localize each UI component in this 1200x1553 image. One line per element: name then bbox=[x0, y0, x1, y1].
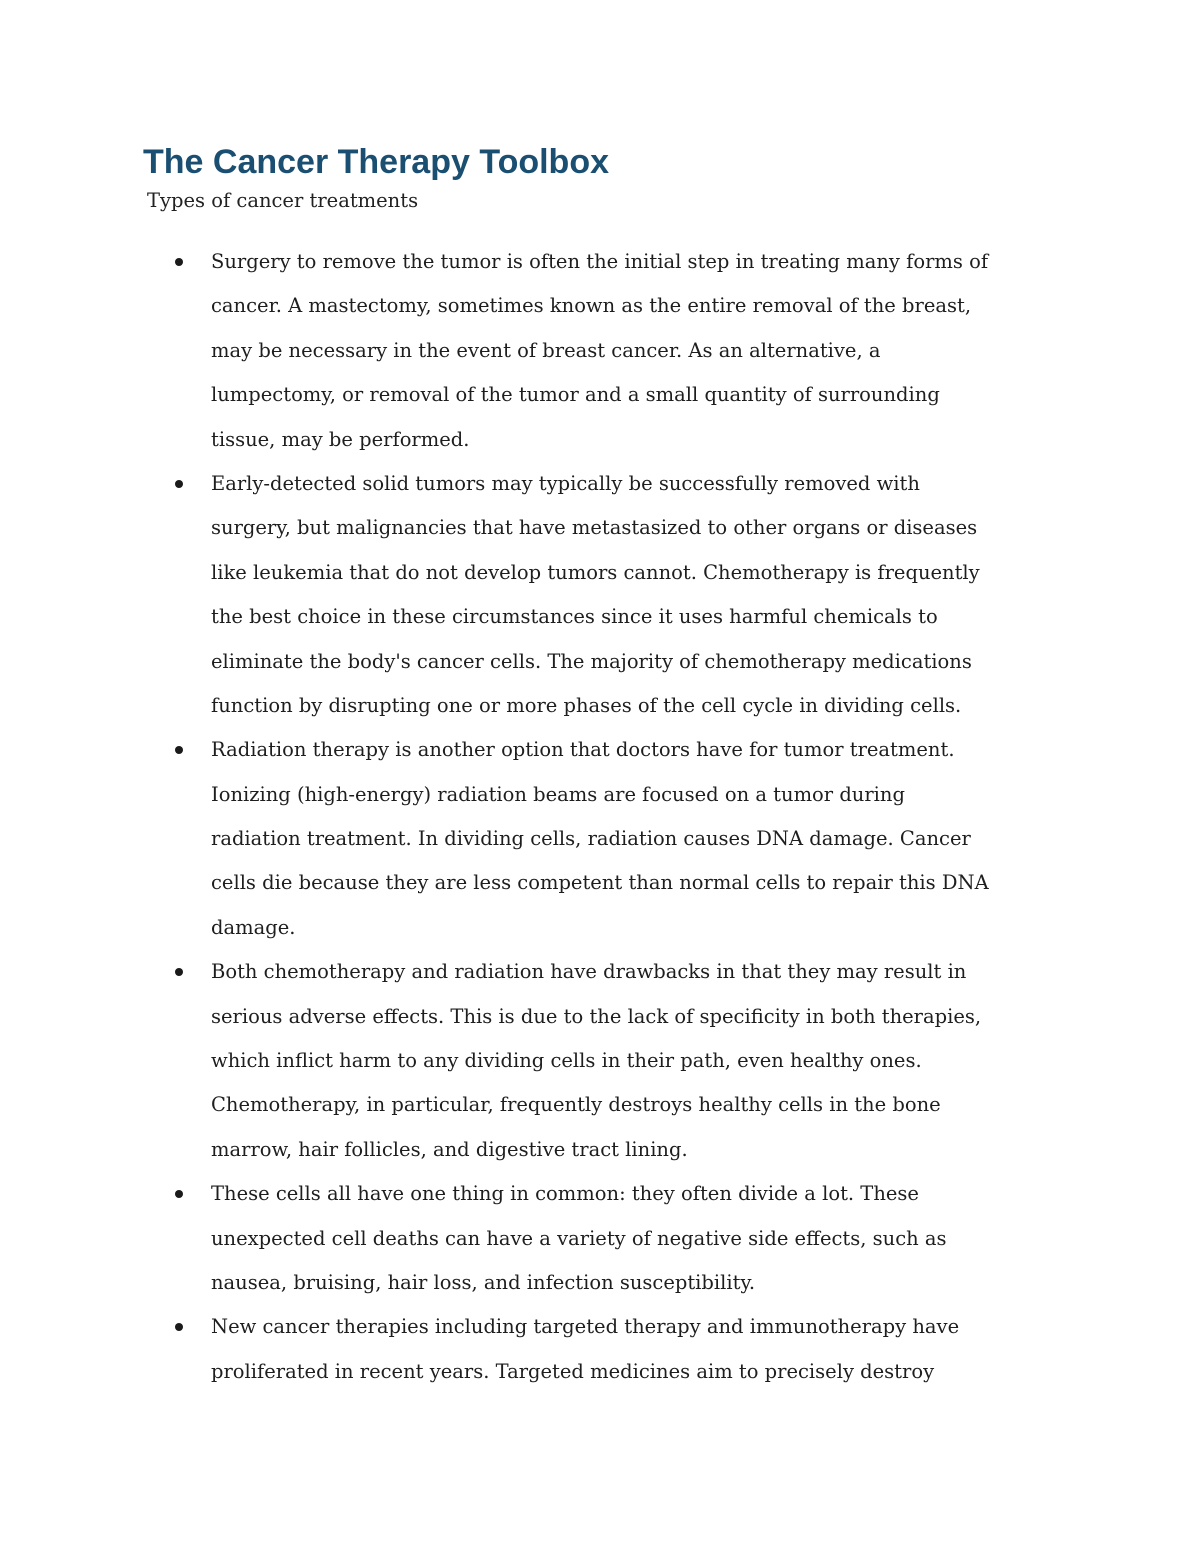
text-line: which inflict harm to any dividing cells in their path, even healthy ones. bbox=[211, 1049, 922, 1073]
text-line: Chemotherapy, in particular, frequently destroys healthy cells in the bone bbox=[211, 1093, 941, 1117]
text-line: tissue, may be performed. bbox=[211, 427, 470, 451]
text-line: eliminate the body's cancer cells. The majority of chemotherapy medications bbox=[211, 649, 972, 673]
text-line: damage. bbox=[211, 915, 296, 939]
bullet-icon bbox=[175, 1323, 183, 1331]
text-line: Early-detected solid tumors may typically be successfully removed with bbox=[211, 471, 920, 495]
treatment-bullet-list bbox=[0, 240, 1200, 1394]
bullet-icon bbox=[175, 258, 183, 266]
bullet-item-new-therapies bbox=[0, 1305, 1200, 1394]
bullet-icon bbox=[175, 1190, 183, 1198]
bullet-text bbox=[211, 1172, 1071, 1305]
bullet-item-side-effects bbox=[0, 1172, 1200, 1305]
bullet-item-surgery bbox=[0, 240, 1200, 462]
document-title: The Cancer Therapy Toolbox bbox=[143, 143, 610, 181]
text-line: nausea, bruising, hair loss, and infection susceptibility. bbox=[211, 1270, 756, 1294]
text-line: function by disrupting one or more phases of the cell cycle in dividing cells. bbox=[211, 693, 962, 717]
text-line: serious adverse effects. This is due to the lack of specificity in both therapies, bbox=[211, 1004, 982, 1028]
text-line: Radiation therapy is another option that doctors have for tumor treatment. bbox=[211, 738, 955, 762]
bullet-icon bbox=[175, 480, 183, 488]
bullet-text bbox=[211, 462, 1071, 728]
text-line: New cancer therapies including targeted therapy and immunotherapy have bbox=[211, 1315, 960, 1339]
text-line: the best choice in these circumstances since it uses harmful chemicals to bbox=[211, 605, 938, 629]
text-line: like leukemia that do not develop tumors cannot. Chemotherapy is frequently bbox=[211, 560, 980, 584]
text-line: may be necessary in the event of breast cancer. As an alternative, a bbox=[211, 338, 881, 362]
bullet-text bbox=[211, 728, 1071, 950]
text-line: cells die because they are less competent than normal cells to repair this DNA bbox=[211, 871, 989, 895]
text-line: cancer. A mastectomy, sometimes known as the entire removal of the breast, bbox=[211, 294, 972, 318]
text-line: Both chemotherapy and radiation have drawbacks in that they may result in bbox=[211, 960, 967, 984]
text-line: lumpectomy, or removal of the tumor and a small quantity of surrounding bbox=[211, 383, 940, 407]
text-line: surgery, but malignancies that have metastasized to other organs or diseases bbox=[211, 516, 978, 540]
bullet-item-chemotherapy bbox=[0, 462, 1200, 728]
bullet-item-radiation bbox=[0, 728, 1200, 950]
bullet-text bbox=[211, 240, 1071, 462]
bullet-text bbox=[211, 950, 1071, 1172]
text-line: Ionizing (high-energy) radiation beams are focused on a tumor during bbox=[211, 782, 905, 806]
text-line: Surgery to remove the tumor is often the initial step in treating many forms of bbox=[211, 250, 989, 273]
bullet-item-drawbacks bbox=[0, 950, 1200, 1172]
bullet-icon bbox=[175, 968, 183, 976]
bullet-text bbox=[211, 1305, 1071, 1394]
document-subtitle: Types of cancer treatments bbox=[147, 189, 419, 212]
text-line: These cells all have one thing in common: they often divide a lot. These bbox=[211, 1182, 919, 1206]
text-line: radiation treatment. In dividing cells, radiation causes DNA damage. Cancer bbox=[211, 827, 971, 851]
text-line: unexpected cell deaths can have a variety of negative side effects, such as bbox=[211, 1226, 947, 1250]
text-line: proliferated in recent years. Targeted medicines aim to precisely destroy bbox=[211, 1359, 935, 1383]
bullet-icon bbox=[175, 746, 183, 754]
text-line: marrow, hair follicles, and digestive tract lining. bbox=[211, 1137, 688, 1161]
